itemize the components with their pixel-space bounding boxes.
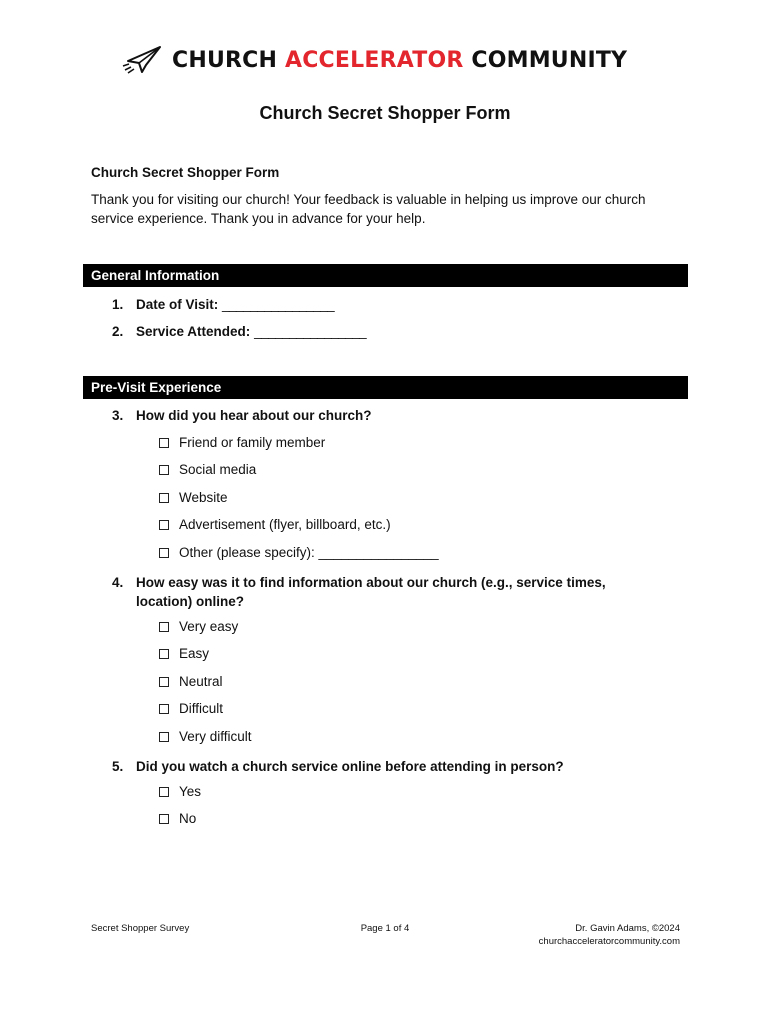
- footer-page-number: Page 1 of 4: [360, 923, 410, 934]
- question-number: 4.: [112, 575, 124, 590]
- question-text: How easy was it to find information about our church (e.g., service times, location) online?: [136, 575, 606, 609]
- intro-paragraph: Thank you for visiting our church! Your feedback is valuable in helping us improve our church service experience. Thank you in advance for your help.: [91, 192, 646, 226]
- question-1: [112, 295, 334, 314]
- question-number: 3.: [112, 408, 124, 423]
- option-neutral[interactable]: [159, 674, 223, 689]
- checkbox[interactable]: [159, 732, 169, 742]
- option-no[interactable]: [159, 811, 196, 826]
- checkbox[interactable]: [159, 704, 169, 714]
- brand-logo: [122, 44, 662, 76]
- question-text: How did you hear about our church?: [136, 408, 372, 423]
- option-other[interactable]: [159, 545, 439, 560]
- option-label: Difficult: [179, 701, 224, 716]
- option-very-difficult[interactable]: [159, 729, 252, 744]
- option-website[interactable]: [159, 490, 228, 505]
- checkbox[interactable]: [159, 677, 169, 687]
- option-easy[interactable]: [159, 646, 209, 661]
- option-yes[interactable]: [159, 784, 201, 799]
- option-friend-family[interactable]: [159, 435, 325, 450]
- option-label: Friend or family member: [179, 435, 326, 450]
- checkbox[interactable]: [159, 520, 169, 530]
- option-difficult[interactable]: [159, 701, 223, 716]
- question-label: Date of Visit:: [136, 297, 219, 312]
- question-5: [112, 757, 564, 776]
- question-number: 2.: [112, 324, 124, 339]
- logo-word-church: CHURCH: [172, 47, 278, 73]
- logo-word-accelerator: ACCELERATOR: [284, 47, 464, 73]
- option-label: Website: [179, 490, 228, 505]
- question-3: [112, 406, 372, 425]
- option-label: Social media: [179, 462, 257, 477]
- option-advertisement[interactable]: [159, 517, 391, 532]
- checkbox[interactable]: [159, 438, 169, 448]
- paper-plane-icon: [122, 45, 162, 75]
- question-4: [112, 573, 646, 611]
- section-header-previsit: Pre-Visit Experience: [83, 376, 688, 399]
- footer-right: [480, 922, 680, 948]
- option-social-media[interactable]: [159, 462, 256, 477]
- footer-author: Dr. Gavin Adams, ©2024: [575, 923, 680, 934]
- section-header-general: General Information: [83, 264, 688, 287]
- question-number: 5.: [112, 759, 124, 774]
- option-very-easy[interactable]: [159, 619, 238, 634]
- logo-word-community: COMMUNITY: [471, 47, 628, 73]
- checkbox[interactable]: [159, 787, 169, 797]
- question-label: Service Attended:: [136, 324, 251, 339]
- option-label: No: [179, 811, 197, 826]
- logo-text: [172, 48, 627, 73]
- option-label: Neutral: [179, 674, 223, 689]
- question-number: 1.: [112, 297, 124, 312]
- checkbox[interactable]: [159, 814, 169, 824]
- option-label: Easy: [179, 646, 210, 661]
- footer-website: churchacceleratorcommunity.com: [538, 936, 680, 947]
- checkbox[interactable]: [159, 622, 169, 632]
- question-text: Did you watch a church service online before attending in person?: [136, 759, 564, 774]
- option-label: Very easy: [179, 619, 239, 634]
- option-label: Advertisement (flyer, billboard, etc.): [179, 517, 391, 532]
- option-label: Other (please specify): ________________: [179, 545, 439, 560]
- option-label: Very difficult: [179, 729, 252, 744]
- footer-left: Secret Shopper Survey: [91, 923, 190, 934]
- checkbox[interactable]: [159, 649, 169, 659]
- option-label: Yes: [179, 784, 202, 799]
- checkbox[interactable]: [159, 465, 169, 475]
- checkbox[interactable]: [159, 548, 169, 558]
- checkbox[interactable]: [159, 493, 169, 503]
- service-attended-field[interactable]: ________________: [254, 324, 367, 339]
- date-of-visit-field[interactable]: ________________: [222, 297, 335, 312]
- form-subheading: Church Secret Shopper Form: [91, 165, 280, 180]
- question-2: [112, 322, 366, 341]
- page-title: Church Secret Shopper Form: [259, 103, 511, 123]
